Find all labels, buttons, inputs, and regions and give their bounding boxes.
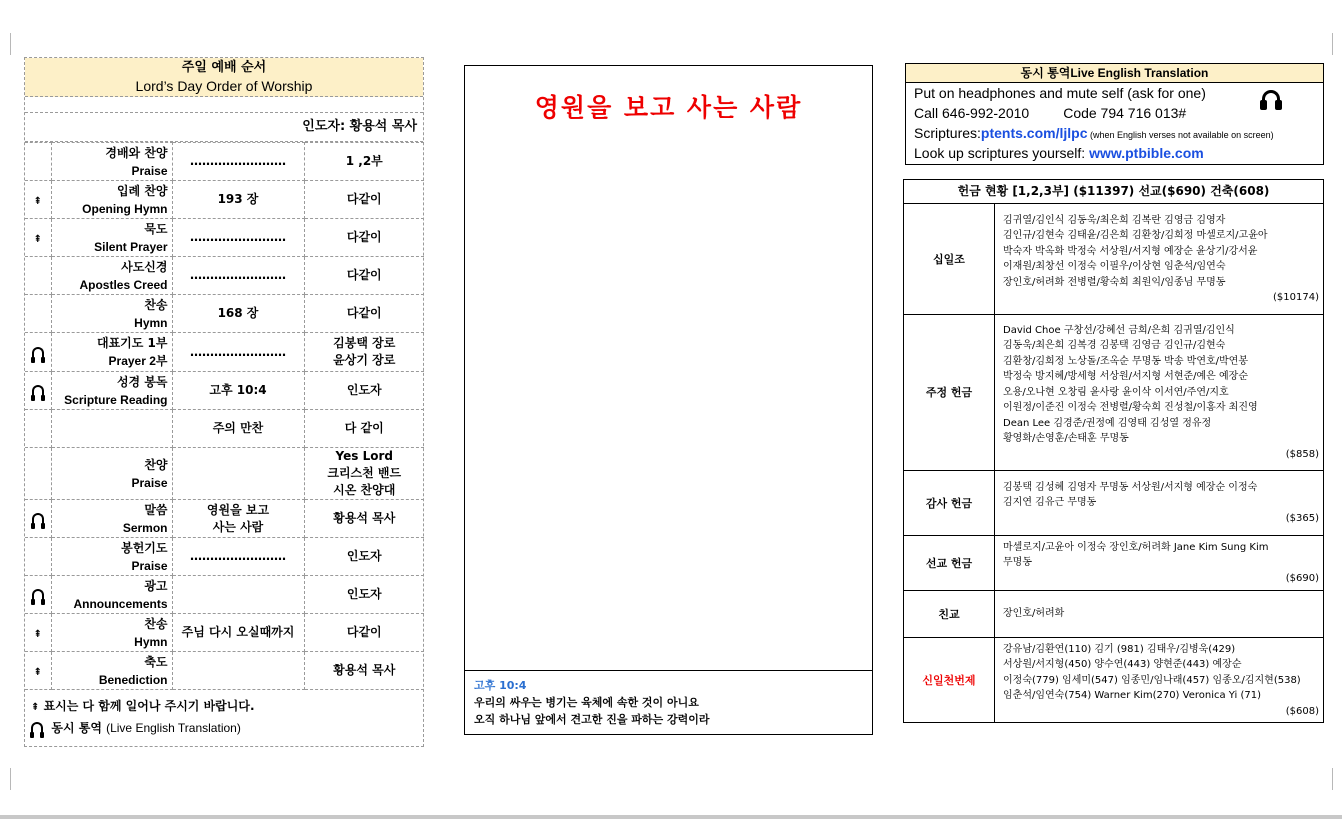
order-item-detail: 영원을 보고 사는 사람 [172, 500, 304, 538]
page-bottom-edge [0, 815, 1342, 819]
order-item-name [51, 295, 172, 333]
order-icon-cell [25, 295, 51, 333]
headphones-icon [32, 347, 44, 359]
sermon-verse [465, 670, 872, 734]
order-item-detail [172, 448, 304, 500]
order-row [25, 219, 424, 257]
order-item-name-ko: 찬송 [144, 297, 168, 312]
order-icon-cell [25, 372, 51, 410]
footnote-translation [31, 718, 417, 738]
offering-category: 주정 헌금 [904, 314, 995, 470]
scriptures-line [906, 123, 1323, 143]
order-item-name-ko: 묵도 [144, 221, 168, 236]
offering-names: 강유남/김환연(110) 김기 (981) 김태우/김병욱(429) 서상원/서지형(450) 양수연(443) 양현준(443) 예장순 이정숙(779) 임세미(547) 임종민/임나래(457) 임종오/김지현(538) 임춘석/임연숙(754) Warner Kim(270) Veronica Yi (71) [1003, 643, 1301, 701]
verse-line-2: 오직 하나님 앞에서 견고한 진을 파하는 강력이라 [474, 713, 710, 726]
offering-amount: ($608) [1285, 705, 1319, 717]
order-item-name [51, 652, 172, 690]
order-item-name-en: Hymn [134, 634, 168, 649]
offering-amount: ($365) [1285, 512, 1319, 524]
offering-names: 마셀로지/고윤아 이정숙 장인호/허려화 Jane Kim Sung Kim 무명동 [1003, 541, 1269, 569]
offering-category: 친교 [904, 590, 995, 637]
order-icon-cell [25, 410, 51, 448]
headphones-icon [32, 589, 44, 601]
order-item-leader: 다같이 [304, 257, 424, 295]
offering-names-cell [995, 535, 1324, 590]
verse-reference: 고후 10:4 [474, 679, 527, 692]
order-row [25, 614, 424, 652]
crop-mark-bottom-right [1332, 768, 1342, 790]
order-item-leader: 다같이 [304, 295, 424, 333]
order-item-leader: 1 ,2부 [304, 143, 424, 181]
order-item-detail [172, 652, 304, 690]
verse-line-1: 우리의 싸우는 병기는 육체에 속한 것이 아니요 [474, 696, 699, 709]
order-icon-cell [25, 143, 51, 181]
order-row [25, 576, 424, 614]
order-row [25, 143, 424, 181]
offering-names: David Choe 구창선/강혜선 금희/은희 김귀열/김인식 김동욱/최은희 김복경 김봉택 김영금 김인규/김현숙 김환창/김희정 노상돌/조옥순 무명동 박송 박연호/박연봉 박정숙 방지혜/방세형 서상원/서지형 서현준/예은 예장순 오용/오나현 오창림 윤사랑 윤이삭 이서연/주연/지호 이원정/이준진 이정숙 전병렬/황숙희 진성철/이홍자 최진영 Dean Lee 김경준/권정예 김영태 김성열 정유정 황영화/손영훈/손태훈 무명동 [1003, 324, 1258, 445]
order-icon-cell [25, 219, 51, 257]
order-item-name [51, 333, 172, 372]
order-footnotes [25, 690, 423, 738]
lookup-link[interactable]: www.ptbible.com [1089, 145, 1204, 161]
order-item-name [51, 372, 172, 410]
order-item-detail: …………………… [172, 333, 304, 372]
order-item-name [51, 614, 172, 652]
order-icon-cell [25, 448, 51, 500]
order-item-name [51, 538, 172, 576]
order-icon-cell [25, 538, 51, 576]
order-icon-cell [25, 500, 51, 538]
rise-icon: ⇞ [31, 702, 40, 713]
translation-panel [905, 63, 1324, 165]
order-header [25, 58, 423, 97]
order-item-detail: 주의 만찬 [172, 410, 304, 448]
scriptures-label: Scriptures: [914, 125, 981, 141]
footnote-translation-en: (Live English Translation) [106, 721, 241, 735]
order-item-name-en: Praise [131, 475, 168, 490]
translation-instructions: Put on headphones and mute self (ask for one) [914, 85, 1206, 101]
order-item-name-ko: 사도신경 [121, 259, 168, 274]
order-item-detail: 고후 10:4 [172, 372, 304, 410]
order-of-worship-panel [24, 57, 424, 747]
order-row [25, 448, 424, 500]
footnote-translation-ko: 동시 통역 [51, 721, 102, 735]
order-row [25, 181, 424, 219]
order-item-leader: 인도자 [304, 538, 424, 576]
offering-names-cell [995, 314, 1324, 470]
order-item-detail [172, 576, 304, 614]
headphones-icon [32, 513, 44, 525]
order-item-name-ko: 성경 봉독 [116, 374, 168, 389]
order-item-name-ko: 경배와 찬양 [105, 145, 168, 160]
offering-category: 감사 헌금 [904, 470, 995, 535]
order-icon-cell [25, 333, 51, 372]
headphones-icon [32, 385, 44, 397]
offering-table [904, 204, 1323, 722]
call-code: Code 794 716 013# [1063, 105, 1187, 121]
order-table [25, 142, 424, 690]
order-row [25, 652, 424, 690]
order-item-name-en: Sermon [122, 520, 168, 535]
rise-icon: ⇞ [33, 195, 42, 207]
order-item-detail: …………………… [172, 143, 304, 181]
offering-names: 김귀열/김인식 김동욱/최은희 김복란 김영금 김영자 김인규/김현숙 김태윤/김은희 김환창/김희정 마셀로지/고윤아 박숙자 박옥화 박정숙 서상원/서지형 예장순 윤상기/강서윤 이재원/최창선 이정숙 이필우/이상현 임춘석/임연숙 장인호/허려화 전병렬/황숙희 최원익/임종님 무명동 [1003, 214, 1268, 288]
order-icon-cell [25, 614, 51, 652]
rise-icon: ⇞ [33, 628, 42, 640]
offering-names-cell [995, 204, 1324, 314]
order-row [25, 538, 424, 576]
offering-amount: ($690) [1285, 572, 1319, 584]
order-item-detail: …………………… [172, 219, 304, 257]
lookup-label: Look up scriptures yourself: [914, 145, 1090, 161]
offering-row [904, 204, 1323, 314]
offering-category: 선교 헌금 [904, 535, 995, 590]
order-icon-cell [25, 652, 51, 690]
order-item-leader: 다같이 [304, 219, 424, 257]
offering-names-cell [995, 470, 1324, 535]
order-item-detail: …………………… [172, 538, 304, 576]
headphones-icon [1260, 88, 1282, 110]
crop-mark-top-left [0, 33, 11, 55]
offering-header: 헌금 현황 [1,2,3부] ($11397) 선교($690) 건축(608) [904, 180, 1323, 204]
order-row [25, 410, 424, 448]
order-item-name-en: Prayer 2부 [108, 354, 168, 368]
order-item-name-ko: 축도 [144, 654, 168, 669]
order-item-name-en: Announcements [73, 596, 168, 611]
rise-icon: ⇞ [33, 233, 42, 245]
order-item-detail: …………………… [172, 257, 304, 295]
order-item-name [51, 410, 172, 448]
offering-row [904, 535, 1323, 590]
crop-mark-bottom-left [0, 768, 11, 790]
order-item-leader: 다같이 [304, 614, 424, 652]
order-leader: 인도자: 황용석 목사 [25, 113, 423, 142]
order-item-name [51, 257, 172, 295]
scriptures-note: (when English verses not available on screen) [1087, 130, 1274, 140]
order-item-name [51, 448, 172, 500]
order-icon-cell [25, 181, 51, 219]
order-row [25, 333, 424, 372]
order-item-name-en: Opening Hymn [82, 201, 168, 216]
order-icon-cell [25, 257, 51, 295]
sermon-panel [464, 65, 873, 735]
order-item-name-en: Praise [131, 558, 168, 573]
order-item-leader: 인도자 [304, 372, 424, 410]
order-item-leader: 다 같이 [304, 410, 424, 448]
order-item-leader: 다같이 [304, 181, 424, 219]
order-icon-cell [25, 576, 51, 614]
order-subtitle: Lord’s Day Order of Worship [135, 78, 313, 94]
headphones-icon [31, 722, 43, 734]
order-row [25, 257, 424, 295]
order-item-name [51, 181, 172, 219]
order-item-name [51, 576, 172, 614]
scriptures-link[interactable]: ptents.com/ljlpc [980, 125, 1088, 141]
order-item-leader: 황용석 목사 [304, 500, 424, 538]
order-item-detail: 168 장 [172, 295, 304, 333]
offering-row [904, 637, 1323, 722]
order-item-name-en: Silent Prayer [94, 239, 168, 254]
order-item-leader: 인도자 [304, 576, 424, 614]
order-title: 주일 예배 순서 [181, 60, 267, 75]
order-item-name-ko: 대표기도 1부 [97, 336, 168, 350]
offering-amount: ($10174) [1273, 292, 1319, 304]
offering-panel [903, 179, 1324, 723]
order-item-leader: 김봉택 장로 윤상기 장로 [304, 333, 424, 372]
order-item-name-ko: 봉헌기도 [121, 540, 168, 555]
order-item-name [51, 500, 172, 538]
offering-row [904, 470, 1323, 535]
order-item-name [51, 143, 172, 181]
rise-icon: ⇞ [33, 666, 42, 678]
offering-names: 김봉택 김성혜 김영자 무명동 서상원/서지형 예장순 이정숙 김지연 김유근 무명동 [1003, 481, 1258, 509]
offering-category: 신일천번제 [904, 637, 995, 722]
order-row [25, 372, 424, 410]
call-number: Call 646-992-2010 [914, 105, 1030, 121]
order-item-name [51, 219, 172, 257]
offering-names-cell [995, 590, 1324, 637]
offering-row [904, 314, 1323, 470]
crop-mark-top-right [1332, 33, 1342, 55]
lookup-line [906, 143, 1323, 163]
order-item-leader: Yes Lord 크리스천 밴드 시온 찬양대 [304, 448, 424, 500]
order-item-name-ko: 말씀 [144, 502, 168, 517]
order-item-name-en: Scripture Reading [64, 392, 168, 407]
order-item-detail: 193 장 [172, 181, 304, 219]
order-item-name-ko: 입례 찬양 [116, 183, 168, 198]
sermon-title: 영원을 보고 사는 사람 [534, 93, 803, 122]
order-item-name-ko: 찬송 [144, 616, 168, 631]
order-row [25, 295, 424, 333]
order-item-name-en: Hymn [134, 315, 168, 330]
footnote-rise-text: 표시는 다 함께 일어나 주시기 바랍니다. [43, 699, 255, 713]
offering-names-cell [995, 637, 1324, 722]
order-item-leader: 황용석 목사 [304, 652, 424, 690]
order-row [25, 500, 424, 538]
offering-amount: ($858) [1285, 448, 1319, 460]
order-item-name-en: Benediction [98, 672, 168, 687]
order-item-name-en: Praise [131, 163, 168, 178]
order-item-name-en: Apostles Creed [79, 277, 168, 292]
footnote-rise [31, 696, 417, 718]
offering-category: 십일조 [904, 204, 995, 314]
offering-row [904, 590, 1323, 637]
translation-header: 동시 통역Live English Translation [906, 64, 1323, 83]
order-item-name-ko: 찬양 [144, 457, 168, 472]
offering-names: 장인호/허려화 [1003, 608, 1065, 620]
order-item-name-ko: 광고 [144, 578, 168, 593]
order-item-detail: 주님 다시 오실때까지 [172, 614, 304, 652]
order-spacer [25, 97, 423, 113]
